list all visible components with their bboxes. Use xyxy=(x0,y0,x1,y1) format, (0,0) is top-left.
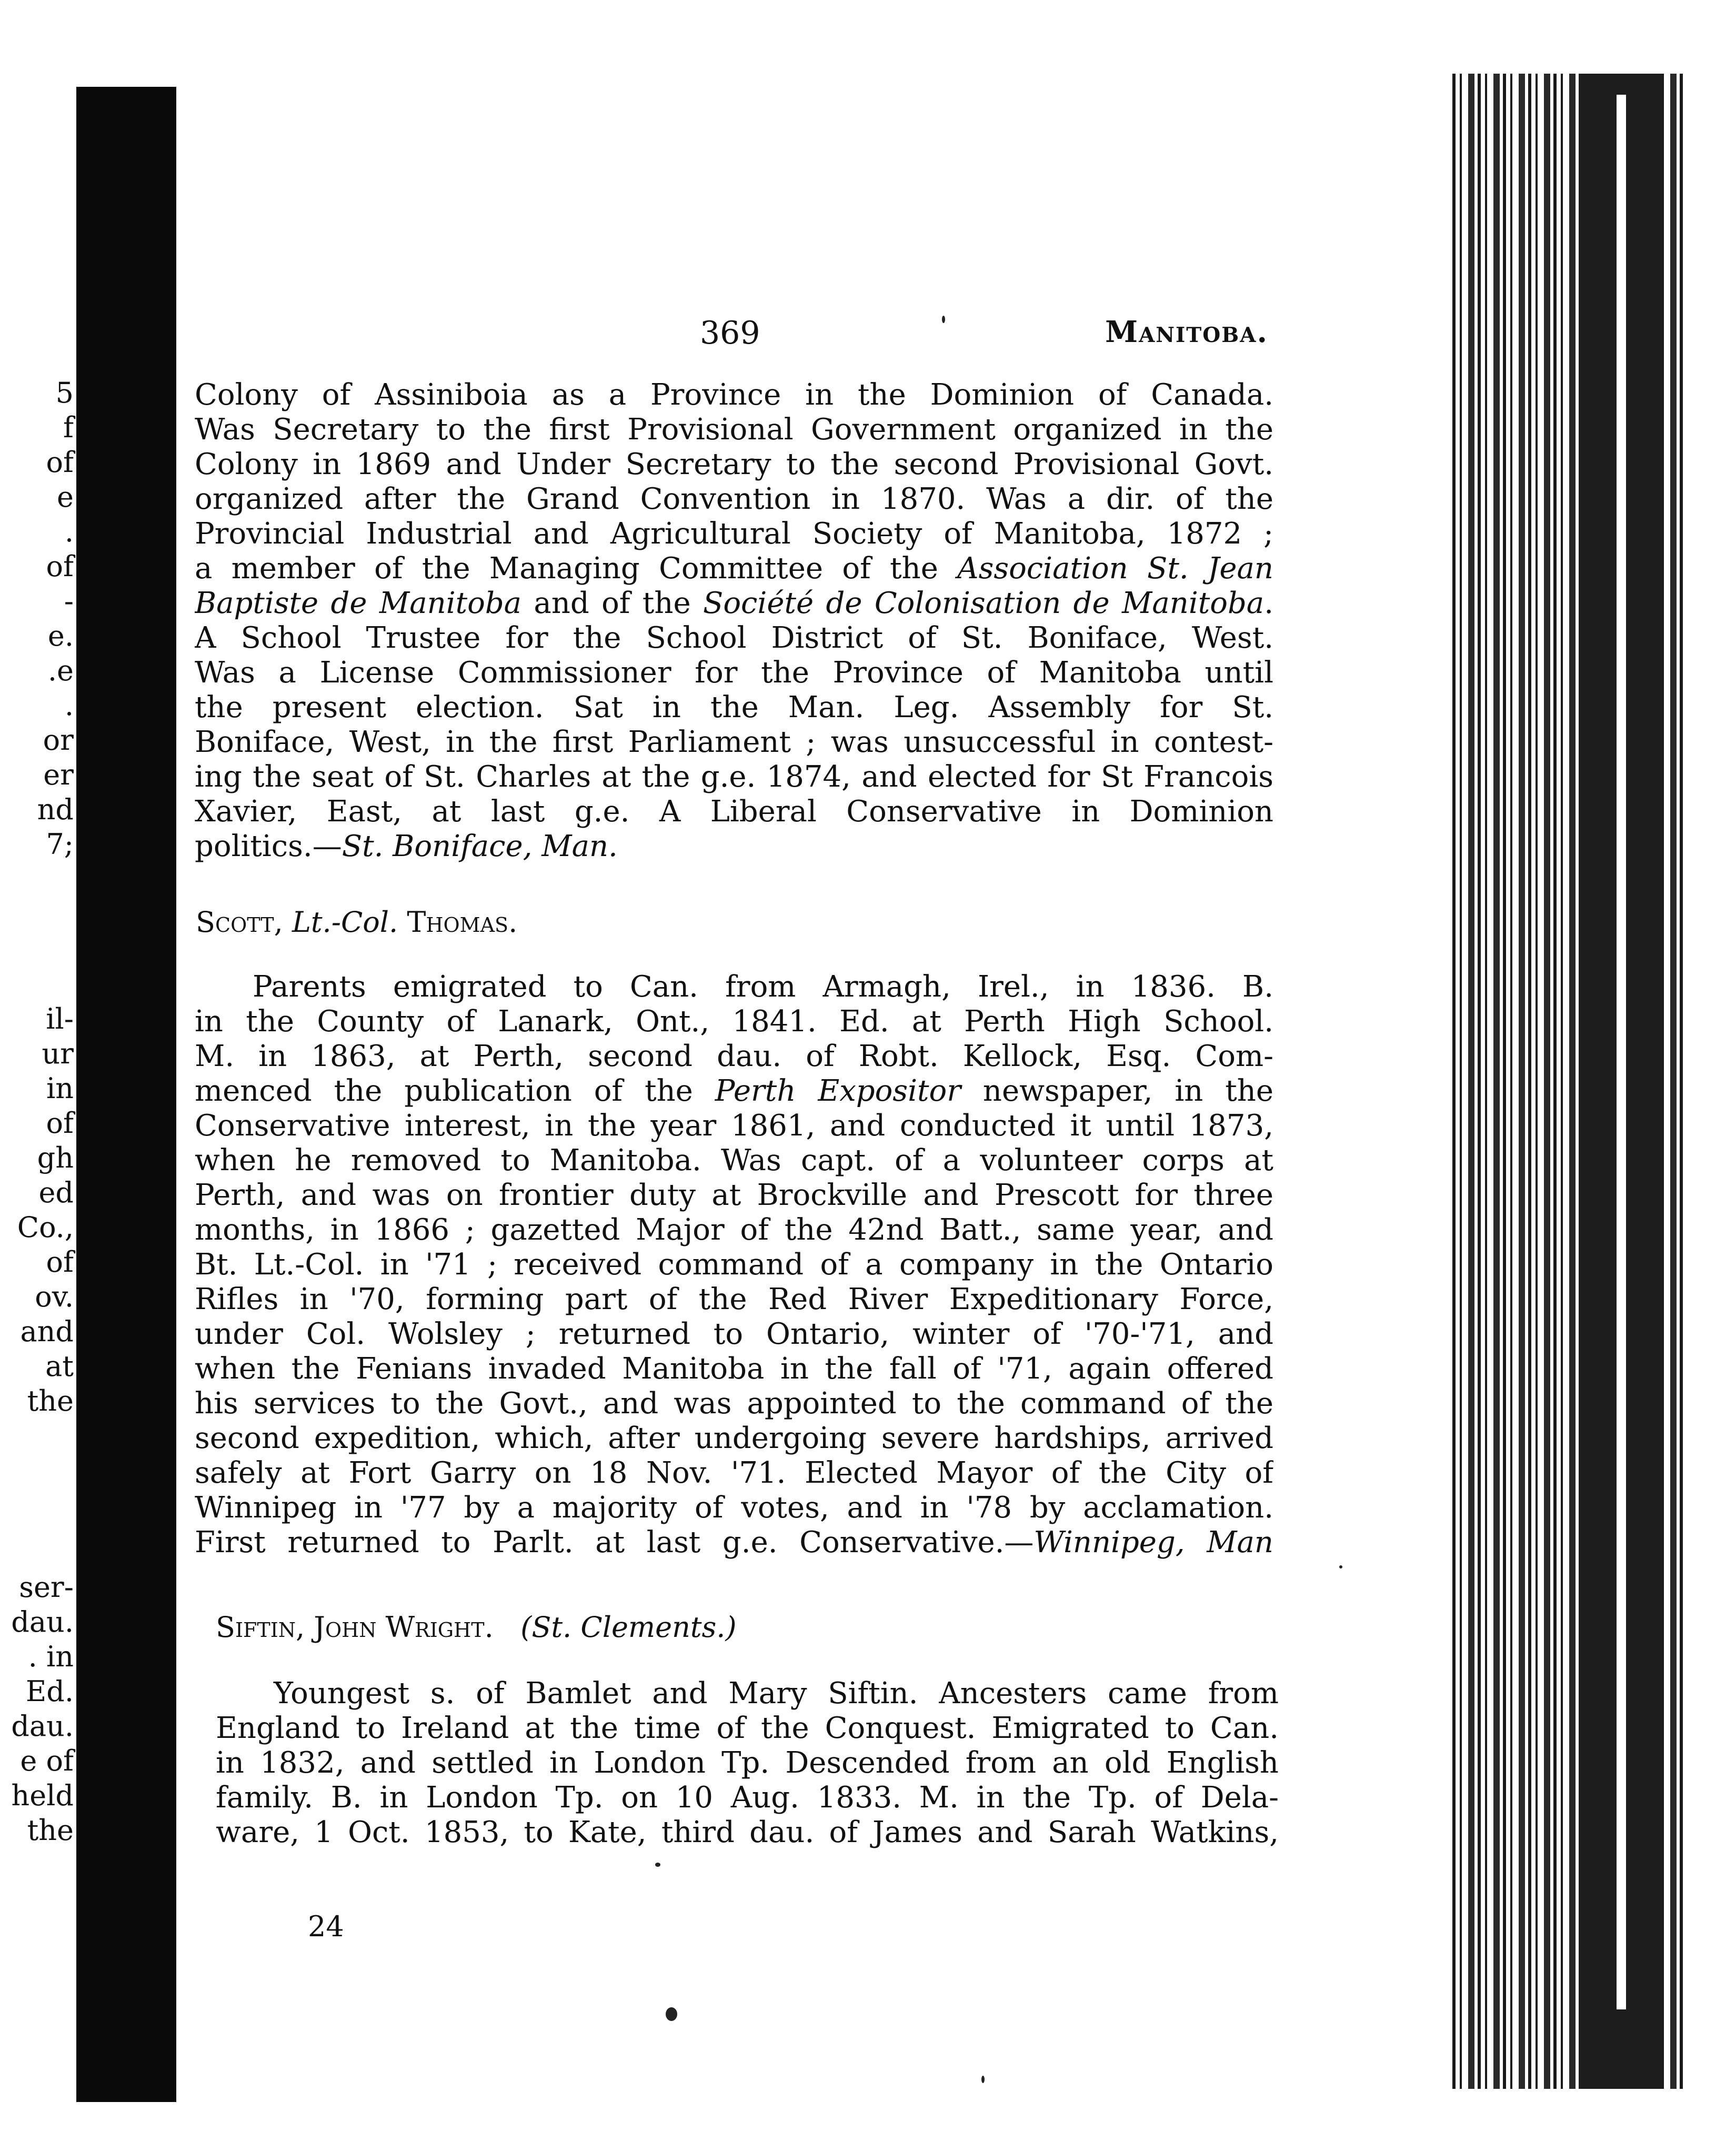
fragment-text: held xyxy=(11,1779,74,1812)
fragment-text: or xyxy=(43,723,74,757)
fragment-text: ur xyxy=(42,1037,74,1070)
fragment-text: of xyxy=(46,1245,74,1279)
fragment-text: dau. xyxy=(11,1605,74,1638)
text-line: Baptiste de Manitoba and of the Société de Colonisation de Manitoba. xyxy=(195,586,1273,620)
fragment-text: il- xyxy=(46,1002,74,1035)
text-line: Conservative interest, in the year 1861, and conducted it until 1873, xyxy=(195,1109,1273,1143)
text-line: Colony in 1869 and Under Secretary to the second Provisional Govt. xyxy=(195,447,1273,481)
fragment-text: f xyxy=(63,411,74,444)
text-line: organized after the Grand Convention in 1870. Was a dir. of the xyxy=(195,482,1273,516)
text-line: First returned to Parlt. at last g.e. Conservative.—Winnipeg, Man xyxy=(195,1525,1273,1560)
fragment-text: the xyxy=(27,1814,74,1847)
fragment-text: of xyxy=(46,550,74,583)
text-line: safely at Fort Garry on 18 Nov. '71. Elected Mayor of the City of xyxy=(195,1456,1273,1490)
fragment-text: Ed. xyxy=(25,1675,74,1708)
text-line: under Col. Wolsley ; returned to Ontario, winter of '70-'71, and xyxy=(195,1317,1273,1351)
text-line: ware, 1 Oct. 1853, to Kate, third dau. of James and Sarah Watkins, xyxy=(216,1815,1279,1849)
entry-body-siftin xyxy=(216,1676,1279,1850)
scan-speck xyxy=(1339,1565,1342,1568)
scan-speck xyxy=(942,316,945,323)
page-edge-scan-artifact xyxy=(1452,74,1684,2089)
entry-heading-scott: Scott, Lt.-Col. Thomas. xyxy=(196,906,518,939)
fragment-text: gh xyxy=(37,1141,74,1174)
entry-body-scott xyxy=(195,970,1273,1560)
entry-given-name: Thomas. xyxy=(407,906,518,939)
entry-constituency: (St. Clements.) xyxy=(520,1611,737,1644)
text-line: when he removed to Manitoba. Was capt. of a volunteer corps at xyxy=(195,1143,1273,1178)
text-line: in the County of Lanark, Ont., 1841. Ed. at Perth High School. xyxy=(195,1004,1273,1039)
page-number: 369 xyxy=(700,315,760,351)
entry-continued xyxy=(195,378,1273,864)
text-line: Xavier, East, at last g.e. A Liberal Conservative in Dominion xyxy=(195,795,1273,829)
fragment-text: the xyxy=(27,1384,74,1417)
fragment-text: ov. xyxy=(35,1280,74,1313)
fragment-text: at xyxy=(45,1350,74,1383)
text-line: Was a License Commissioner for the Province of Manitoba until xyxy=(195,656,1273,690)
fragment-text: of xyxy=(46,446,74,479)
fragment-text: of xyxy=(46,1107,74,1140)
fragment-text: er xyxy=(43,758,74,791)
fragment-text: in xyxy=(46,1072,74,1105)
fragment-text: 7; xyxy=(46,828,74,861)
text-line: M. in 1863, at Perth, second dau. of Robt. Kellock, Esq. Com- xyxy=(195,1039,1273,1073)
entry-surname: Scott xyxy=(196,906,274,939)
fragment-text: e of xyxy=(20,1744,74,1777)
fragment-text: Co., xyxy=(17,1211,74,1244)
fragment-text: e xyxy=(57,480,74,514)
text-line: Bt. Lt.-Col. in '71 ; received command of a company in the Ontario xyxy=(195,1248,1273,1282)
fragment-text: . xyxy=(64,515,74,548)
text-line: a member of the Managing Committee of the Association St. Jean xyxy=(195,551,1273,586)
text-line: ing the seat of St. Charles at the g.e. 1874, and elected for St Francois xyxy=(195,760,1273,794)
text-line: menced the publication of the Perth Expositor newspaper, in the xyxy=(195,1074,1273,1108)
text-line: politics.—St. Boniface, Man. xyxy=(195,829,618,863)
text-line: months, in 1866 ; gazetted Major of the 42nd Batt., same year, and xyxy=(195,1213,1273,1247)
fragment-text: e. xyxy=(47,619,74,652)
text-line: Parents emigrated to Can. from Armagh, Irel., in 1836. B. xyxy=(253,970,1273,1004)
text-line: A School Trustee for the School District of St. Boniface, West. xyxy=(195,621,1273,655)
text-line: family. B. in London Tp. on 10 Aug. 1833. M. in the Tp. of Dela- xyxy=(216,1781,1279,1815)
text-line: the present election. Sat in the Man. Leg. Assembly for St. xyxy=(195,690,1273,725)
fragment-text: nd xyxy=(37,793,74,826)
scan-speck xyxy=(981,2076,985,2083)
fragment-text: ed xyxy=(38,1176,74,1209)
scan-speck xyxy=(655,1863,660,1867)
entry-rank: Lt.-Col. xyxy=(292,906,398,939)
section-title: Manitoba. xyxy=(1105,315,1268,349)
text-line: Youngest s. of Bamlet and Mary Siftin. Ancesters came from xyxy=(274,1676,1279,1711)
fragment-text: 5 xyxy=(55,376,74,409)
text-line: Rifles in '70, forming part of the Red River Expeditionary Force, xyxy=(195,1282,1273,1316)
text-line: Was Secretary to the first Provisional Government organized in the xyxy=(195,413,1273,447)
text-line: when the Fenians invaded Manitoba in the fall of '71, again offered xyxy=(195,1352,1273,1386)
fragment-text: dau. xyxy=(11,1709,74,1743)
scan-speck xyxy=(666,2007,677,2021)
text-line: Colony of Assiniboia as a Province in the Dominion of Canada. xyxy=(195,378,1273,412)
fragment-text: ser- xyxy=(19,1571,74,1604)
text-line: his services to the Govt., and was appointed to the command of the xyxy=(195,1386,1273,1421)
text-line: England to Ireland at the time of the Conquest. Emigrated to Can. xyxy=(216,1711,1279,1745)
fragment-text: - xyxy=(64,585,74,618)
running-head xyxy=(195,315,1268,357)
text-line: Boniface, West, in the first Parliament ; was unsuccessful in contest- xyxy=(195,725,1273,759)
text-line: second expedition, which, after undergoing severe hardships, arrived xyxy=(195,1421,1273,1455)
fragment-text: .e xyxy=(47,654,74,687)
fragment-text: . xyxy=(64,689,74,722)
fragment-text: . in xyxy=(28,1640,74,1673)
signature-mark: 24 xyxy=(308,1910,344,1943)
text-line: Winnipeg in '77 by a majority of votes, and in '78 by acclamation. xyxy=(195,1491,1273,1525)
binding-shadow xyxy=(76,87,176,2102)
text-line: Provincial Industrial and Agricultural Society of Manitoba, 1872 ; xyxy=(195,517,1273,551)
entry-surname: Siftin, John Wright. xyxy=(216,1611,494,1644)
entry-heading-siftin xyxy=(216,1610,737,1645)
fragment-text: and xyxy=(20,1315,74,1348)
text-line: in 1832, and settled in London Tp. Descended from an old English xyxy=(216,1746,1279,1780)
edge-light-gap xyxy=(1617,95,1626,2009)
text-line: Perth, and was on frontier duty at Brockville and Prescott for three xyxy=(195,1178,1273,1212)
